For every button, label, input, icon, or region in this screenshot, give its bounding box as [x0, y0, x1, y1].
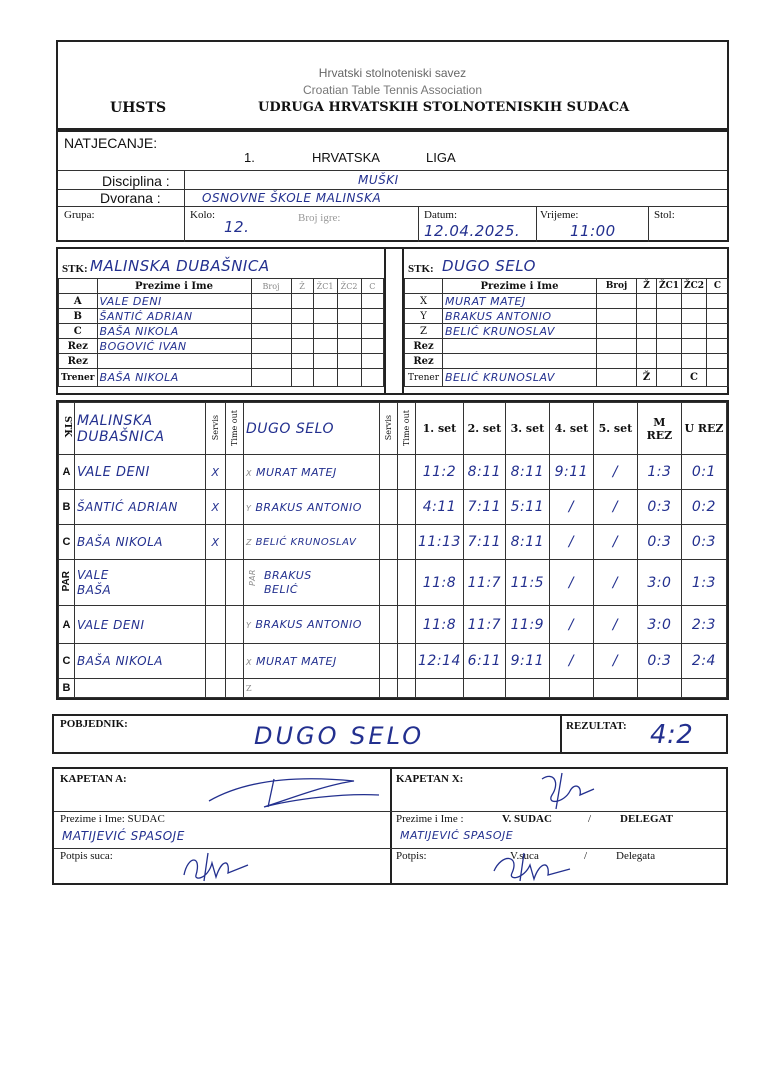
slash-1: / [588, 813, 592, 825]
match-m-rez: 0:3 [637, 490, 681, 525]
team-a-trener-label: Trener [59, 369, 98, 387]
match-m-rez: 0:3 [637, 525, 681, 560]
vrijeme-label: Vrijeme: [540, 209, 579, 221]
team-x-col-zc1: ŽC1 [657, 279, 682, 294]
dvorana-value: OSNOVNE ŠKOLE MALINSKA [202, 191, 382, 205]
sudac-label: Prezime i Ime: SUDAC [60, 813, 165, 825]
match-row [59, 606, 727, 644]
matches-set2-header: 2. set [463, 403, 505, 455]
team-a-code: Rez [59, 354, 98, 369]
natjecanje-value-3: LIGA [426, 150, 456, 165]
v-sudac-signature [490, 849, 580, 883]
kolo-value: 12. [224, 218, 250, 236]
matches-m-header: M REZ [637, 403, 681, 455]
match-player-x: PAR BRAKUS BELIĆ [244, 560, 380, 606]
team-x-col-z: Ž [637, 279, 657, 294]
team-a-code: Rez [59, 339, 98, 354]
match-set1: 11:13 [416, 525, 464, 560]
team-x-code: Z [405, 324, 443, 339]
team-x-stk-label: STK: [408, 263, 434, 275]
match-row [59, 525, 727, 560]
match-row [59, 560, 727, 606]
team-a-panel [58, 249, 386, 393]
team-x-player: BRAKUS ANTONIO [443, 309, 597, 324]
match-code-a: C [59, 525, 75, 560]
match-set5: / [593, 644, 637, 679]
team-a-col-c: C [361, 279, 383, 294]
match-player-a: VALE DENI [75, 606, 206, 644]
kapetan-a-label: KAPETAN A: [60, 773, 127, 785]
matches-set3-header: 3. set [505, 403, 549, 455]
matches-table [58, 402, 727, 698]
match-code-a: B [59, 490, 75, 525]
match-player-a: BAŠA NIKOLA [75, 525, 206, 560]
team-x-trener-c: C [682, 369, 707, 387]
match-set1: 11:2 [416, 455, 464, 490]
match-m-rez: 0:3 [637, 644, 681, 679]
team-a-col-zc2: ŽC2 [337, 279, 361, 294]
match-code-a: PAR [59, 560, 75, 606]
team-a-stk-label: STK: [62, 263, 88, 275]
disciplina-value: MUŠKI [358, 173, 399, 187]
matches-servis-col: Servis [206, 403, 226, 455]
matches-set1-header: 1. set [416, 403, 464, 455]
match-player-x: X MURAT MATEJ [244, 455, 380, 490]
team-x-code: X [405, 294, 443, 309]
match-set4: / [549, 606, 593, 644]
team-a-col-name: Prezime i Ime [97, 279, 251, 294]
grupa-label: Grupa: [64, 209, 95, 221]
team-x-trener-label: Trener [405, 369, 443, 387]
match-m-rez: 3:0 [637, 560, 681, 606]
matches-set4-header: 4. set [549, 403, 593, 455]
match-u-rez: 0:2 [681, 490, 726, 525]
team-x-col-zc2: ŽC2 [682, 279, 707, 294]
matches-stk-label: STK [59, 403, 75, 455]
matches-timeout-col-x: Time out [398, 403, 416, 455]
sudac-signature [178, 849, 268, 883]
match-set2: 8:11 [463, 455, 505, 490]
match-set5: / [593, 560, 637, 606]
match-player-a: ŠANTIĆ ADRIAN [75, 490, 206, 525]
kapetan-x-label: KAPETAN X: [396, 773, 464, 785]
competition-box [56, 130, 729, 242]
match-set1: 12:14 [416, 644, 464, 679]
team-a-col-zc1: ŽC1 [313, 279, 337, 294]
potpis-label: Potpis: [396, 850, 427, 862]
natjecanje-value-2: HRVATSKA [312, 150, 380, 165]
kapetan-a-signature [204, 771, 384, 811]
right-name: MATIJEVIĆ SPASOJE [400, 829, 514, 842]
match-set5: / [593, 490, 637, 525]
match-set4: / [549, 525, 593, 560]
matches-box [56, 400, 729, 700]
header-box [56, 40, 729, 130]
matches-set5-header: 5. set [593, 403, 637, 455]
match-set5: / [593, 606, 637, 644]
datum-value: 12.04.2025. [424, 222, 521, 240]
team-x-table [404, 278, 729, 387]
team-a-table [58, 278, 384, 387]
team-a-code: A [59, 294, 98, 309]
match-servis: X [206, 490, 226, 525]
match-set2: 7:11 [463, 490, 505, 525]
slash-2: / [584, 850, 588, 862]
delegata-label: Delegata [616, 850, 656, 862]
match-code-a: B [59, 679, 75, 698]
team-a-code: B [59, 309, 98, 324]
team-a-player [97, 354, 251, 369]
match-set2: 6:11 [463, 644, 505, 679]
team-x-code: Y [405, 309, 443, 324]
matches-servis-col-x: Servis [380, 403, 398, 455]
match-player-x: Z BELIĆ KRUNOSLAV [244, 525, 380, 560]
matches-team-a-header: MALINSKA DUBAŠNICA [75, 403, 206, 455]
match-u-rez: 0:1 [681, 455, 726, 490]
pobjednik-label: POBJEDNIK: [60, 718, 128, 730]
v-sudac-label: V. SUDAC [502, 813, 552, 825]
match-set5: / [593, 525, 637, 560]
match-set2: 7:11 [463, 525, 505, 560]
team-x-player: BELIĆ KRUNOSLAV [443, 324, 597, 339]
delegat-label: DELEGAT [620, 813, 673, 825]
matches-team-x-header: DUGO SELO [244, 403, 380, 455]
kapetan-x-signature [534, 769, 614, 811]
match-row [59, 490, 727, 525]
org-line-3: UDRUGA HRVATSKIH STOLNOTENISKIH SUDACA [258, 100, 630, 115]
sudac-name: MATIJEVIĆ SPASOJE [62, 829, 185, 843]
result-box [52, 714, 728, 754]
natjecanje-value-1: 1. [244, 150, 255, 165]
potpis-suca-label: Potpis suca: [60, 850, 113, 862]
match-code-a: A [59, 455, 75, 490]
right-prezime-label: Prezime i Ime : [396, 813, 464, 825]
team-x-player [443, 354, 597, 369]
match-set3: 11:5 [505, 560, 549, 606]
datum-label: Datum: [424, 209, 457, 221]
stol-label: Stol: [654, 209, 675, 221]
team-a-name: MALINSKA DUBAŠNICA [90, 257, 270, 275]
rezultat-label: REZULTAT: [566, 720, 627, 732]
dvorana-label: Dvorana : [100, 190, 161, 206]
team-x-col-c: C [707, 279, 729, 294]
match-set4: / [549, 490, 593, 525]
match-set1: 11:8 [416, 606, 464, 644]
match-player-a: VALE BAŠA [75, 560, 206, 606]
match-set3: 8:11 [505, 455, 549, 490]
match-set1: 4:11 [416, 490, 464, 525]
match-player-a: BAŠA NIKOLA [75, 644, 206, 679]
match-set4: / [549, 560, 593, 606]
match-set5: / [593, 455, 637, 490]
match-row [59, 455, 727, 490]
match-set3: 9:11 [505, 644, 549, 679]
match-code-a: A [59, 606, 75, 644]
match-servis: X [206, 455, 226, 490]
team-x-trener-name: BELIĆ KRUNOSLAV [443, 369, 597, 387]
team-x-player: MURAT MATEJ [443, 294, 597, 309]
kolo-label: Kolo: [190, 209, 216, 221]
match-u-rez: 1:3 [681, 560, 726, 606]
natjecanje-label: NATJECANJE: [64, 135, 158, 151]
rezultat-value: 4:2 [650, 720, 694, 750]
match-set4: 9:11 [549, 455, 593, 490]
match-player-x: Y BRAKUS ANTONIO [244, 490, 380, 525]
signatures-box [52, 767, 728, 885]
team-a-col-z: Ž [291, 279, 313, 294]
v-suca-label: V.suca [510, 850, 539, 862]
match-set1: 11:8 [416, 560, 464, 606]
team-a-trener-name: BAŠA NIKOLA [97, 369, 251, 387]
match-u-rez: 2:4 [681, 644, 726, 679]
match-set2: 11:7 [463, 560, 505, 606]
team-a-player: ŠANTIĆ ADRIAN [97, 309, 251, 324]
match-player-x: Y BRAKUS ANTONIO [244, 606, 380, 644]
team-x-col-name: Prezime i Ime [443, 279, 597, 294]
match-set3: 5:11 [505, 490, 549, 525]
match-row [59, 644, 727, 679]
match-player-x: X MURAT MATEJ [244, 644, 380, 679]
match-u-rez: 2:3 [681, 606, 726, 644]
match-player-a: VALE DENI [75, 455, 206, 490]
team-x-col-broj: Broj [597, 279, 637, 294]
team-x-player [443, 339, 597, 354]
match-set2: 11:7 [463, 606, 505, 644]
match-row [59, 679, 727, 698]
team-a-player: BOGOVIĆ IVAN [97, 339, 251, 354]
pobjednik-value: DUGO SELO [254, 722, 425, 750]
match-set3: 8:11 [505, 525, 549, 560]
match-player-a [75, 679, 206, 698]
disciplina-label: Disciplina : [102, 173, 170, 189]
team-a-code: C [59, 324, 98, 339]
team-a-player: VALE DENI [97, 294, 251, 309]
vrijeme-value: 11:00 [570, 222, 616, 240]
match-u-rez: 0:3 [681, 525, 726, 560]
team-x-code: Rez [405, 354, 443, 369]
broj-igre-label: Broj igre: [298, 212, 341, 224]
matches-u-header: U REZ [681, 403, 726, 455]
org-line-2: Croatian Table Tennis Association [302, 83, 482, 97]
match-servis: X [206, 525, 226, 560]
match-m-rez: 1:3 [637, 455, 681, 490]
team-x-panel [402, 249, 729, 393]
match-set3: 11:9 [505, 606, 549, 644]
match-set4: / [549, 644, 593, 679]
team-a-col-broj: Broj [251, 279, 291, 294]
team-x-name: DUGO SELO [442, 257, 536, 275]
team-x-trener-z: Ž [637, 369, 657, 387]
matches-timeout-col: Time out [226, 403, 244, 455]
org-line-1: Hrvatski stolnoteniski savez [318, 66, 467, 80]
match-m-rez: 3:0 [637, 606, 681, 644]
team-a-player: BAŠA NIKOLA [97, 324, 251, 339]
teams-box [56, 247, 729, 395]
team-x-code: Rez [405, 339, 443, 354]
match-code-a: C [59, 644, 75, 679]
match-player-x: Z [244, 679, 380, 698]
org-abbr: UHSTS [110, 100, 167, 116]
